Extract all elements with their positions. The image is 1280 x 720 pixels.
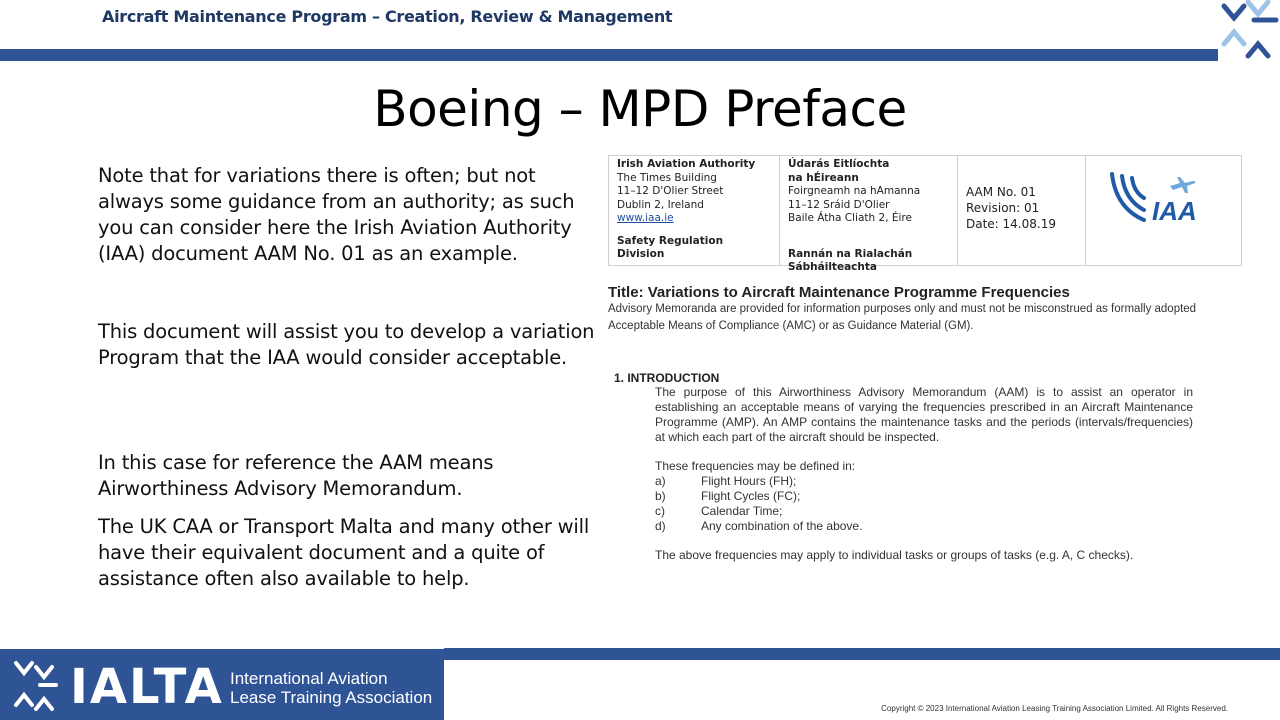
slide-title: Boeing – MPD Preface bbox=[373, 80, 907, 138]
iaa-logo-text: IAA bbox=[1152, 196, 1197, 226]
list-marker: a) bbox=[655, 474, 666, 488]
list-item bbox=[655, 504, 862, 519]
paragraph-guidance: Note that for variations there is often; but not always some guidance from an authority; as such you can consider here the Irish Aviation Authority (IAA) document AAM No. 01 as an example. bbox=[98, 164, 575, 265]
list-heading: These frequencies may be defined in: bbox=[655, 459, 856, 473]
revision: Revision: 01 bbox=[966, 201, 1040, 215]
document-title: Title: Variations to Aircraft Maintenance Programme Frequencies bbox=[608, 284, 1070, 301]
aam-number: AAM No. 01 bbox=[966, 185, 1036, 199]
paragraph-aam-meaning: In this case for reference the AAM means Airworthiness Advisory Memorandum. bbox=[98, 451, 494, 500]
header-cell-english bbox=[609, 156, 780, 265]
frequency-list bbox=[655, 474, 862, 534]
section-heading: 1. INTRODUCTION bbox=[614, 371, 720, 385]
address-line: Dublin 2, Ireland bbox=[617, 198, 704, 211]
division-line: Division bbox=[617, 248, 665, 260]
address-line-irish: Baile Átha Cliath 2, Éire bbox=[788, 212, 912, 224]
address-line-irish: Foirgneamh na hAmanna bbox=[788, 185, 921, 197]
website-link[interactable]: www.iaa.ie bbox=[617, 212, 674, 224]
footer-brand-tagline bbox=[230, 669, 432, 707]
division-line: Safety Regulation bbox=[617, 234, 724, 247]
list-item bbox=[655, 519, 862, 534]
tagline-line: International Aviation bbox=[230, 669, 388, 688]
iaa-logo-icon bbox=[1106, 168, 1226, 238]
list-marker: c) bbox=[655, 504, 665, 518]
issue-date: Date: 14.08.19 bbox=[966, 217, 1056, 231]
ialta-footer-logo-icon bbox=[12, 657, 68, 713]
header-cell-reference bbox=[958, 156, 1086, 265]
tagline-line: Lease Training Association bbox=[230, 688, 433, 707]
org-name-irish: na hÉireann bbox=[788, 171, 859, 184]
address-line: The Times Building bbox=[617, 171, 717, 184]
division-line-irish: Sábháilteachta bbox=[788, 261, 877, 273]
iaa-document-excerpt bbox=[608, 155, 1242, 575]
ialta-corner-logo-icon bbox=[1218, 0, 1280, 62]
org-name-irish: Údarás Eitlíochta bbox=[788, 158, 890, 170]
org-name: Irish Aviation Authority bbox=[617, 158, 756, 170]
footer-brand-panel bbox=[0, 649, 444, 720]
document-header-table bbox=[608, 155, 1242, 273]
list-marker: b) bbox=[655, 489, 666, 503]
list-item bbox=[655, 489, 862, 504]
list-marker: d) bbox=[655, 519, 666, 533]
address-line-irish: 11–12 Sráid D'Olier bbox=[788, 198, 890, 211]
list-item bbox=[655, 474, 862, 489]
copyright-notice: Copyright © 2023 International Aviation Leasing Training Association Limited. All Rights Reserved. bbox=[881, 704, 1228, 713]
closing-text: The above frequencies may apply to individual tasks or groups of tasks (e.g. A, C checks). bbox=[655, 548, 1134, 562]
header-bar bbox=[0, 49, 1218, 61]
division-line-irish: Rannán na Rialachán bbox=[788, 247, 913, 260]
list-text: Flight Cycles (FC); bbox=[701, 489, 801, 503]
introduction-text: The purpose of this Airworthiness Advisory Memorandum (AAM) is to assist an operator in establishing an acceptable means of varying the frequencies prescribed in an Aircraft Maintenance Programme (AMP). An AMP contains the maintenance tasks and the periods (intervals/frequencies) at which each part of the aircraft should be inspected. bbox=[655, 385, 1193, 444]
header-cell-logo bbox=[1086, 156, 1241, 265]
paragraph-other-authorities: The UK CAA or Transport Malta and many other will have their equivalent document and a quite of assistance often also available to help. bbox=[98, 515, 590, 590]
header-cell-irish bbox=[780, 156, 958, 273]
header-title: Aircraft Maintenance Program – Creation, Review & Management bbox=[102, 7, 673, 26]
list-text: Flight Hours (FH); bbox=[701, 474, 797, 488]
document-subtitle: Advisory Memoranda are provided for information purposes only and must not be misconstrued as formally adopted Acceptable Means of Compliance (AMC) or as Guidance Material (GM). bbox=[608, 303, 1197, 332]
paragraph-variation: This document will assist you to develop a variation Program that the IAA would consider acceptable. bbox=[98, 320, 595, 369]
address-line: 11–12 D'Olier Street bbox=[617, 185, 724, 197]
list-text: Calendar Time; bbox=[701, 504, 783, 518]
footer-bar bbox=[444, 648, 1280, 660]
list-text: Any combination of the above. bbox=[701, 519, 863, 533]
footer-brand-name: IALTA bbox=[70, 659, 224, 715]
